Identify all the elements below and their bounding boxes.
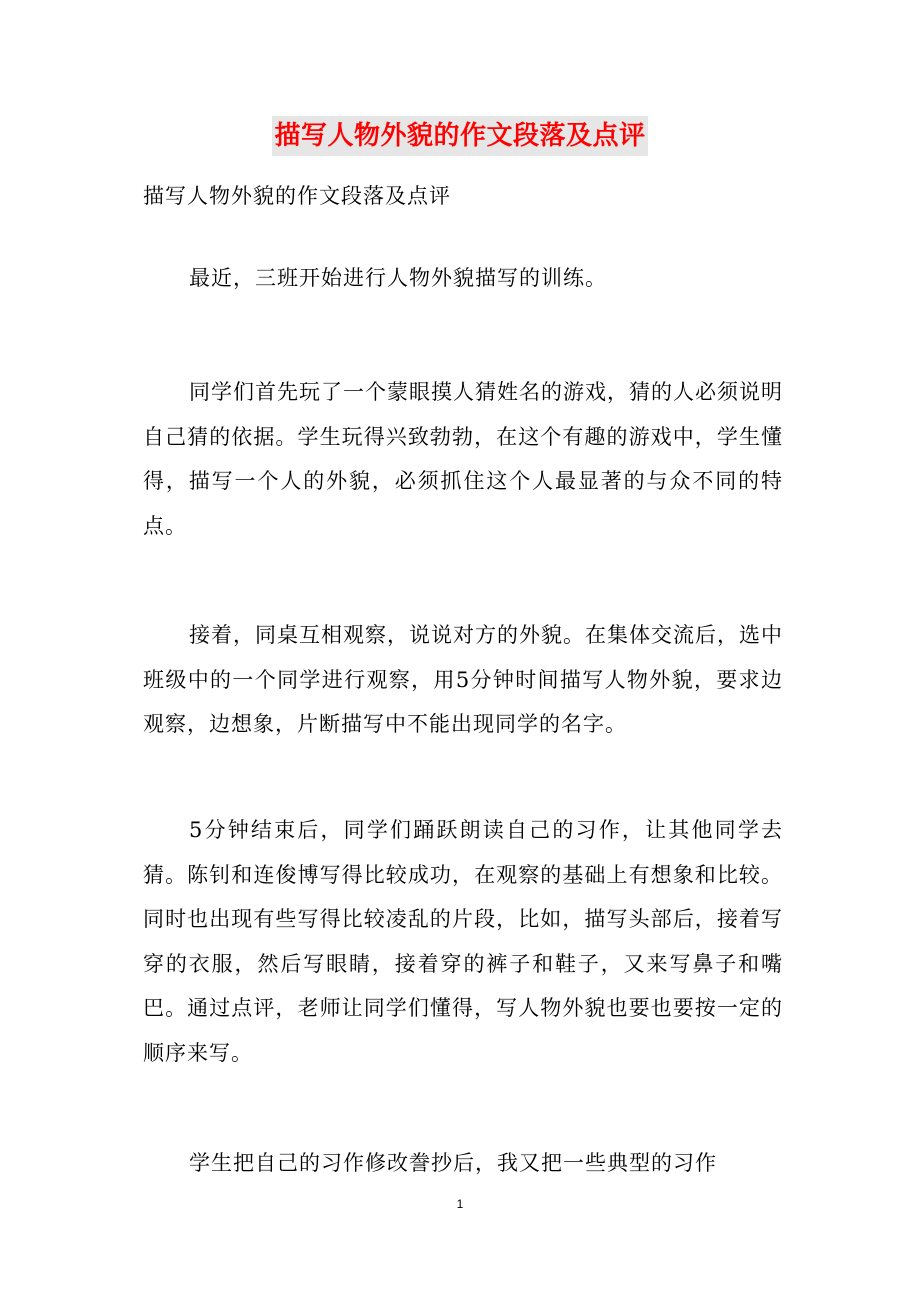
title-container bbox=[0, 116, 920, 156]
document-subtitle: 描写人物外貌的作文段落及点评 bbox=[143, 184, 451, 208]
paragraph-4: 5分钟结束后，同学们踊跃朗读自己的习作，让其他同学去猜。陈钊和连俊博写得比较成功，在观察的基础上有想象和比较。同时也出现有些写得比较凌乱的片段，比如，描写头部后，接着写穿的衣服，然后写眼睛，接着穿的裤子和鞋子，又来写鼻子和嘴巴。通过点评，老师让同学们懂得，写人物外貌也要也要按一定的顺序来写。 bbox=[143, 818, 783, 1065]
paragraph-1: 最近，三班开始进行人物外貌描写的训练。 bbox=[189, 266, 607, 290]
paragraph-5: 学生把自己的习作修改誊抄后，我又把一些典型的习作 bbox=[189, 1151, 717, 1175]
paragraph-3: 接着，同桌互相观察，说说对方的外貌。在集体交流后，选中班级中的一个同学进行观察，用5分钟时间描写人物外貌，要求边观察，边想象，片断描写中不能出现同学的名字。 bbox=[143, 623, 783, 736]
document-title: 描写人物外貌的作文段落及点评 bbox=[272, 116, 647, 156]
page-number: 1 bbox=[456, 1197, 464, 1211]
paragraph-2: 同学们首先玩了一个蒙眼摸人猜姓名的游戏，猜的人必须说明自己猜的依据。学生玩得兴致勃勃，在这个有趣的游戏中，学生懂得，描写一个人的外貌，必须抓住这个人最显著的与众不同的特点。 bbox=[143, 380, 783, 538]
